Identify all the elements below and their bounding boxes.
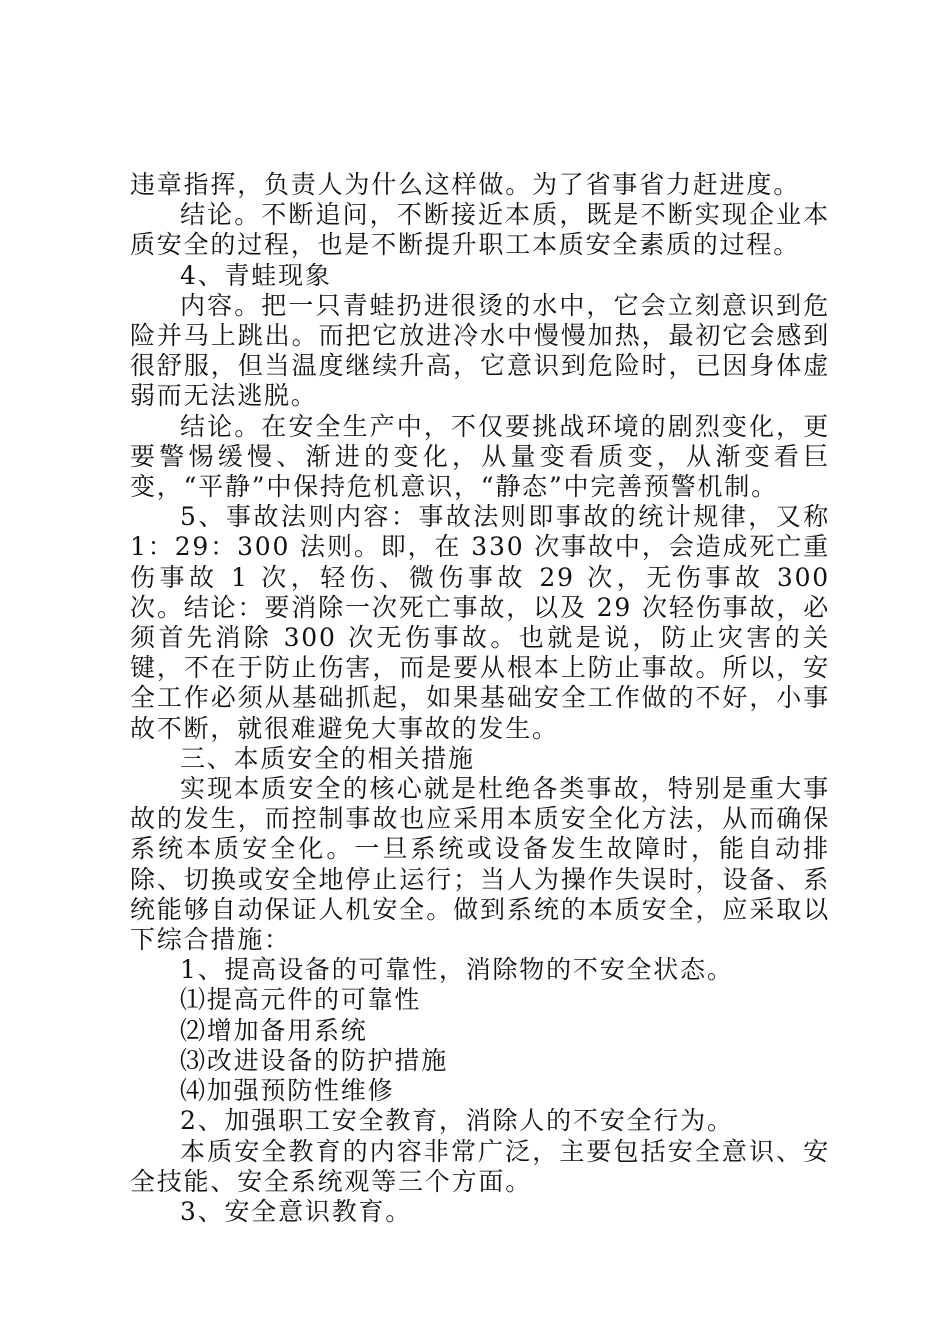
heading-section-three: 三、本质安全的相关措施 [180,743,475,773]
paragraph-frog-content: 内容。把一只青蛙扔进很烫的水中，它会立刻意识到危险并马上跳出。而把它放进冷水中慢慢加热，最初它会感到很舒服，但当温度继续升高，它意识到危险时，已因身体虚弱而无法逃脱。 [130,290,830,411]
heading-frog-phenomenon: 4、青蛙现象 [180,260,332,290]
item-safety-education: 2、加强职工安全教育，消除人的不安全行为。 [180,1106,734,1136]
subitem-1: ⑴提高元件的可靠性 [180,985,422,1015]
item-equipment-reliability: 1、提高设备的可靠性，消除物的不安全状态。 [180,955,734,985]
paragraph-1: 违章指挥，负责人为什么这样做。为了省事省力赶进度。 [130,170,801,199]
subitem-3: ⑶改进设备的防护措施 [180,1045,449,1075]
paragraph-core-measures: 实现本质安全的核心就是杜绝各类事故，特别是重大事故的发生，而控制事故也应采用本质安全化方法，从而确保系统本质安全化。一旦系统或设备发生故障时，能自动排除、切换或安全地停止运行；当人为操作失误时，设备、系统能够自动保证人机安全。做到系统的本质安全，应采取以下综合措施： [130,774,830,955]
paragraph-frog-conclusion: 结论。在安全生产中，不仅要挑战环境的剧烈变化，更要警惕缓慢、渐进的变化，从量变看质变，从渐变看巨变，“平静”中保持危机意识，“静态”中完善预警机制。 [130,411,830,502]
item-awareness-education: 3、安全意识教育。 [180,1196,413,1226]
paragraph-education-content: 本质安全教育的内容非常广泛，主要包括安全意识、安全技能、安全系统观等三个方面。 [130,1136,830,1196]
subitem-2: ⑵增加备用系统 [180,1015,368,1045]
paragraph-2: 结论。不断追问，不断接近本质，既是不断实现企业本质安全的过程，也是不断提升职工本质安全素质的过程。 [130,200,830,260]
document-page [130,170,830,1227]
subitem-4: ⑷加强预防性维修 [180,1076,395,1106]
paragraph-accident-law: 5、事故法则内容：事故法则即事故的统计规律，又称 1：29：300 法则。即，在 330 次事故中，会造成死亡重伤事故 1 次，轻伤、微伤事故 29 次，无伤事故 300 次。结论：要消除一次死亡事故，以及 29 次轻伤事故，必须首先消除 300 次无伤事故。也就是说，防止灾害的关键，不在于防止伤害，而是要从根本上防止事故。所以，安全工作必须从基础抓起，如果基础安全工作做的不好，小事故不断，就很难避免大事故的发生。 [130,502,830,743]
